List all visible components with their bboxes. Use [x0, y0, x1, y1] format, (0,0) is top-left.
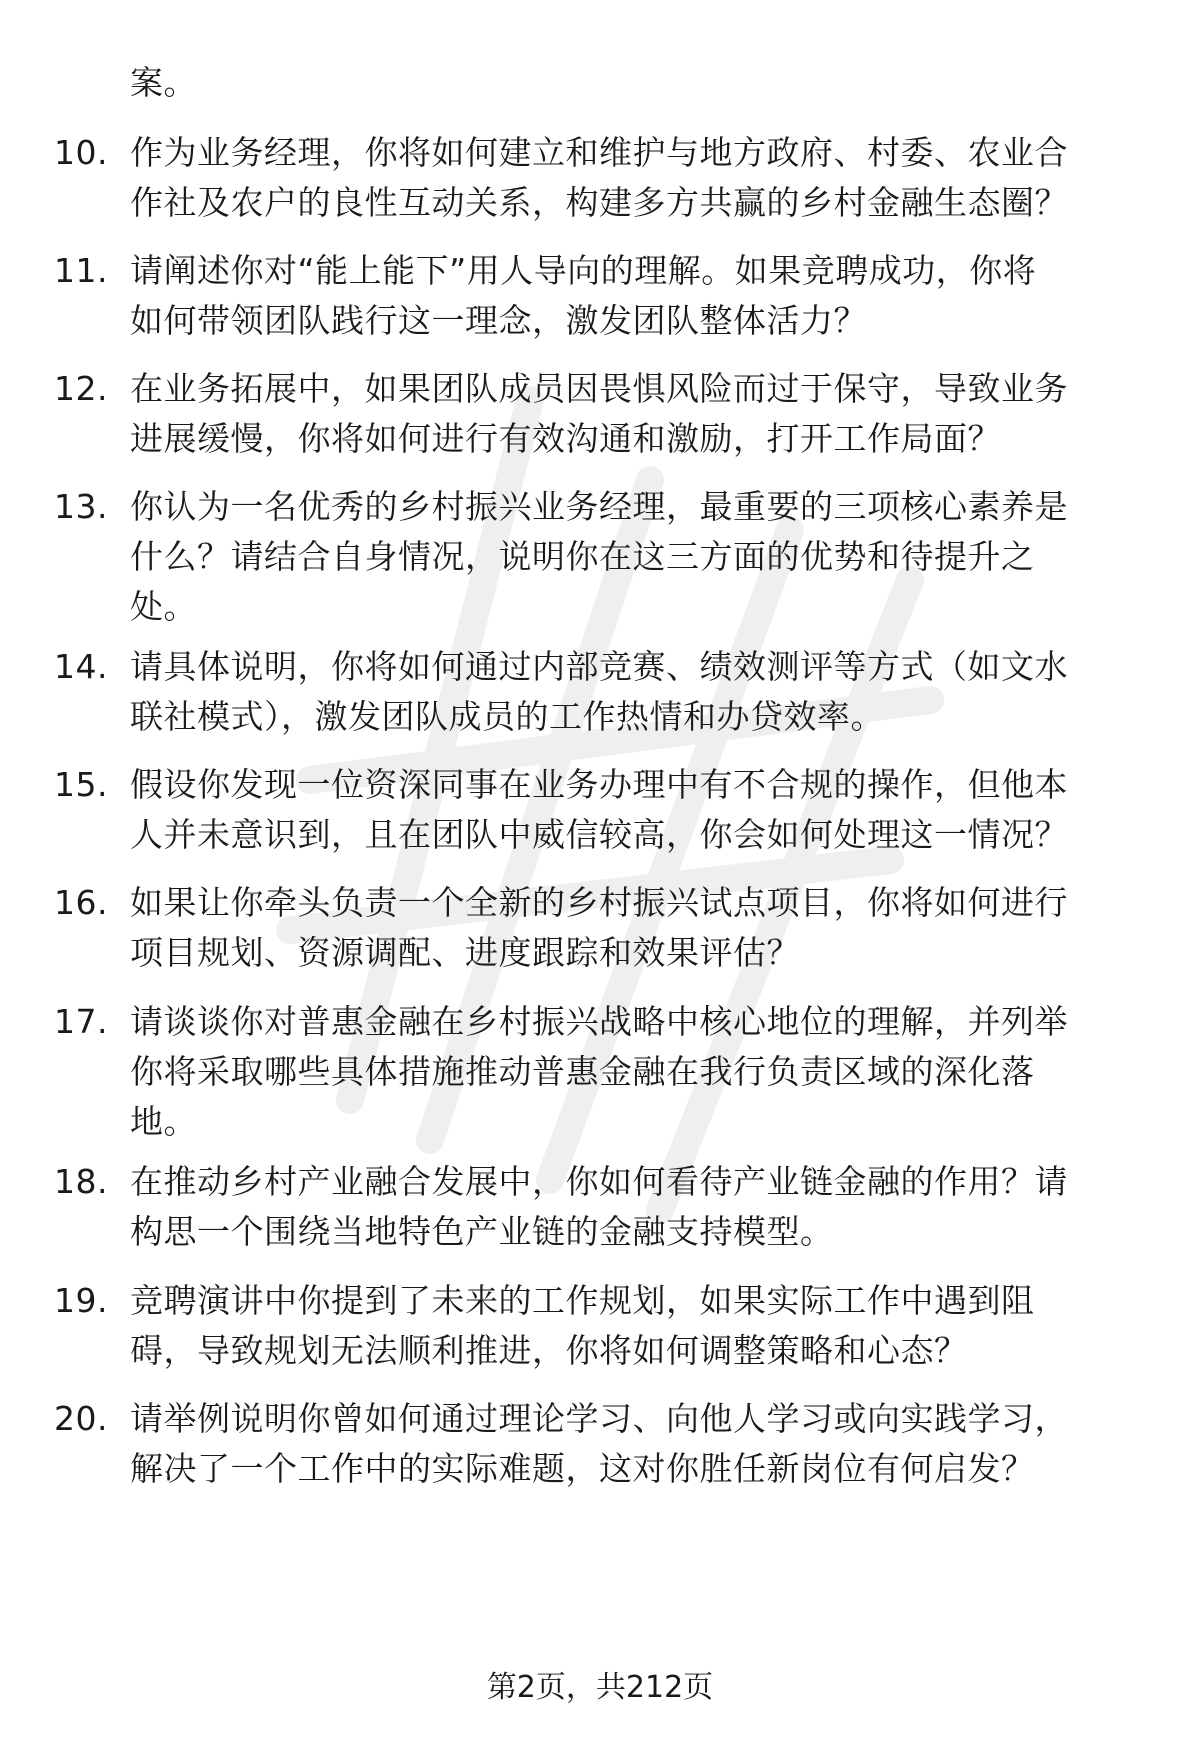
- question-number: 14.: [54, 647, 108, 686]
- question-line: 人并未意识到，且在团队中威信较高，你会如何处理这一情况？: [130, 815, 1068, 854]
- question-text: [130, 128, 1145, 228]
- question-line: 进展缓慢，你将如何进行有效沟通和激励，打开工作局面？: [130, 419, 1001, 458]
- question-line: 解决了一个工作中的实际难题，这对你胜任新岗位有何启发？: [130, 1449, 1035, 1488]
- question-number: 11.: [54, 251, 108, 290]
- question-number: 16.: [54, 883, 108, 922]
- question-text: [130, 482, 1145, 632]
- question-number: 13.: [54, 487, 108, 526]
- question-line: 地。: [130, 1102, 197, 1141]
- question-number: 15.: [54, 765, 108, 804]
- question-line: 请举例说明你曾如何通过理论学习、向他人学习或向实践学习，: [130, 1399, 1068, 1438]
- question-text: [130, 878, 1145, 978]
- question-line: 碍，导致规划无法顺利推进，你将如何调整策略和心态？: [130, 1331, 968, 1370]
- question-line: 什么？请结合自身情况，说明你在这三方面的优势和待提升之: [130, 537, 1035, 576]
- question-line: 在推动乡村产业融合发展中，你如何看待产业链金融的作用？请: [130, 1162, 1068, 1201]
- question-text: [130, 1157, 1145, 1257]
- question-line: 作为业务经理，你将如何建立和维护与地方政府、村委、农业合: [130, 133, 1068, 172]
- question-line: 联社模式），激发团队成员的工作热情和办贷效率。: [130, 697, 884, 736]
- question-line: 假设你发现一位资深同事在业务办理中有不合规的操作，但他本: [130, 765, 1068, 804]
- question-text: [130, 364, 1145, 464]
- question-number: 20.: [54, 1399, 108, 1438]
- question-number: 10.: [54, 133, 108, 172]
- question-line: 竞聘演讲中你提到了未来的工作规划，如果实际工作中遇到阻: [130, 1281, 1035, 1320]
- question-number: 19.: [54, 1281, 108, 1320]
- question-line: 项目规划、资源调配、进度跟踪和效果评估？: [130, 933, 800, 972]
- question-number: 12.: [54, 369, 108, 408]
- question-line: 处。: [130, 587, 197, 626]
- question-line: 构思一个围绕当地特色产业链的金融支持模型。: [130, 1212, 834, 1251]
- page-footer: 第2页，共212页: [486, 1670, 714, 1705]
- question-line: 作社及农户的良性互动关系，构建多方共赢的乡村金融生态圈？: [130, 183, 1068, 222]
- question-line: 请阐述你对“能上能下”用人导向的理解。如果竞聘成功，你将: [130, 251, 1037, 290]
- question-line: 你认为一名优秀的乡村振兴业务经理，最重要的三项核心素养是: [130, 487, 1068, 526]
- question-text: [130, 997, 1145, 1147]
- question-line: 如何带领团队践行这一理念，激发团队整体活力？: [130, 301, 867, 340]
- question-line: 如果让你牵头负责一个全新的乡村振兴试点项目，你将如何进行: [130, 883, 1068, 922]
- question-text: [130, 1394, 1145, 1494]
- question-line: 请谈谈你对普惠金融在乡村振兴战略中核心地位的理解，并列举: [130, 1002, 1068, 1041]
- question-text: [130, 246, 1145, 346]
- question-number: 18.: [54, 1162, 108, 1201]
- question-number: 17.: [54, 1002, 108, 1041]
- question-text: [130, 760, 1145, 860]
- question-line: 请具体说明，你将如何通过内部竞赛、绩效测评等方式（如文水: [130, 647, 1068, 686]
- question-line: 你将采取哪些具体措施推动普惠金融在我行负责区域的深化落: [130, 1052, 1035, 1091]
- continuation-text: 案。: [130, 63, 197, 102]
- question-line: 在业务拓展中，如果团队成员因畏惧风险而过于保守，导致业务: [130, 369, 1068, 408]
- question-text: [130, 1276, 1145, 1376]
- question-text: [130, 642, 1145, 742]
